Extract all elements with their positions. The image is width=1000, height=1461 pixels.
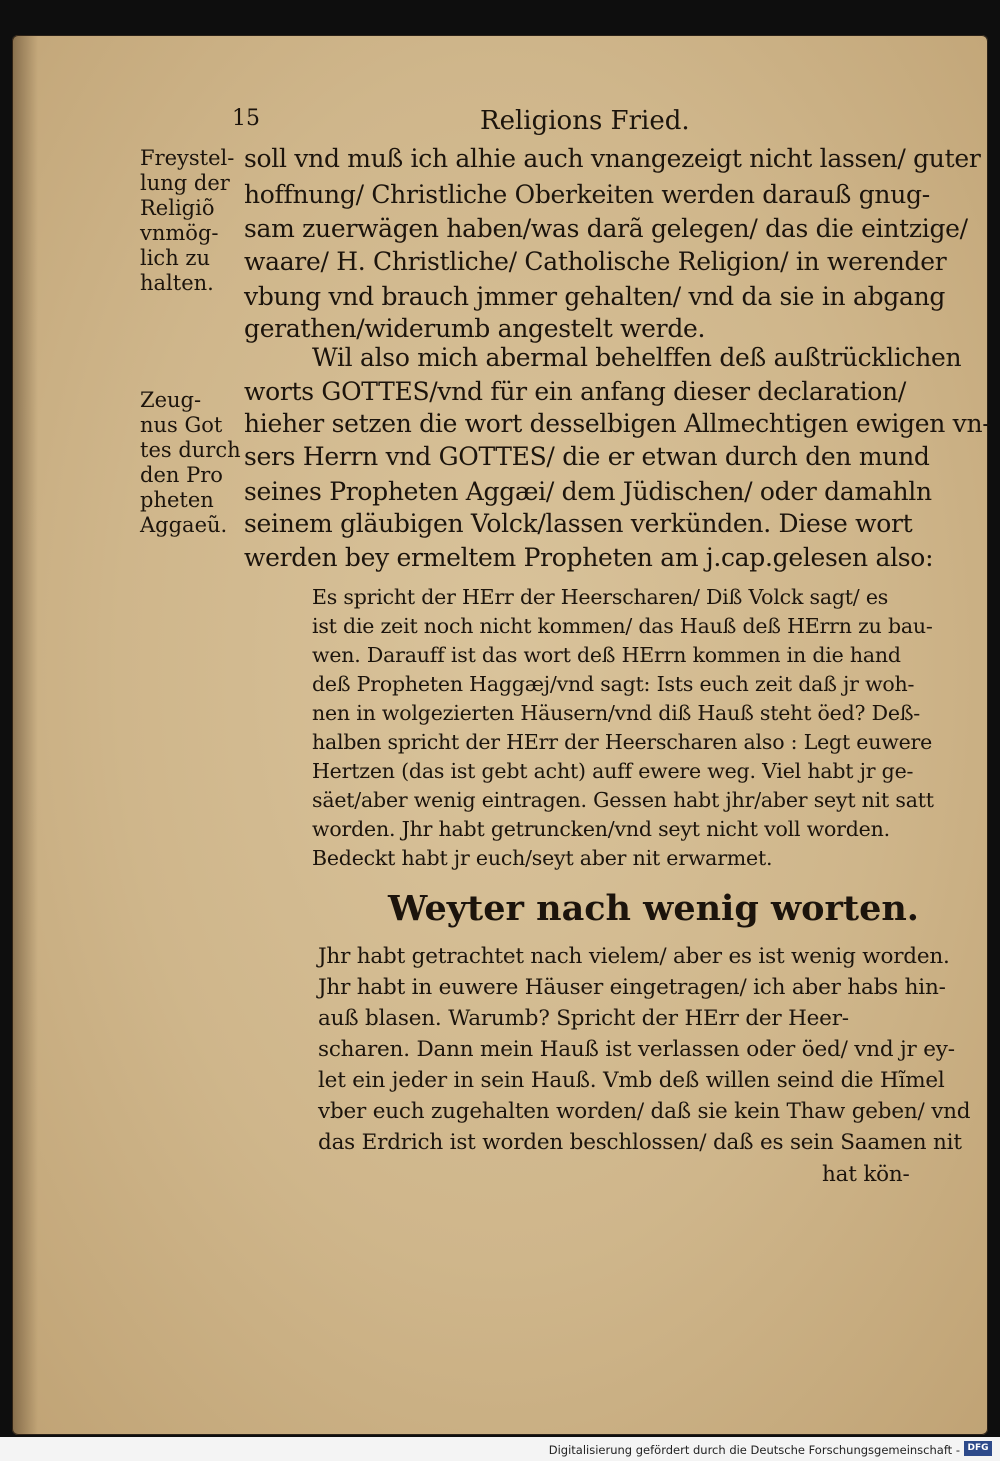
margin-line: den Pro [140, 463, 223, 487]
running-head: Religions Fried. [480, 106, 690, 136]
quote-line: Es spricht der HErr der Heerscharen/ Diß Volck sagt/ es [312, 585, 889, 609]
text-line: auß blasen. Warumb? Spricht der HErr der Heer- [318, 1006, 849, 1031]
margin-line: pheten [140, 488, 214, 512]
quote-line: wen. Darauff ist das wort deß HErrn kommen in die hand [312, 643, 901, 667]
margin-note-1 [140, 146, 244, 296]
margin-line: tes durch [140, 438, 241, 462]
quote-line: säet/aber wenig eintragen. Gessen habt jhr/aber seyt nit satt [312, 788, 934, 812]
body-line: sers Herrn vnd GOTTES/ die er etwan durch den mund [244, 442, 930, 471]
body-line: seinem gläubigen Volck/lassen verkünden. Diese wort [244, 509, 913, 538]
section-heading: Weyter nach wenig worten. [388, 888, 919, 929]
text-line: Jhr habt getrachtet nach vielem/ aber es ist wenig worden. [318, 944, 950, 969]
margin-line: lung der [140, 171, 230, 195]
margin-line: vnmög- [140, 221, 219, 245]
funding-credit: Digitalisierung gefördert durch die Deutsche Forschungsgemeinschaft - [548, 1443, 960, 1457]
body-line: werden bey ermeltem Propheten am j.cap.gelesen also: [244, 543, 934, 572]
quote-line: ist die zeit noch nicht kommen/ das Hauß deß HErrn zu bau- [312, 614, 933, 638]
body-line: seines Propheten Aggæi/ dem Jüdischen/ oder damahln [244, 477, 932, 506]
quote-line: Hertzen (das ist gebt acht) auff ewere weg. Viel habt jr ge- [312, 759, 914, 783]
text-line: scharen. Dann mein Hauß ist verlassen oder öed/ vnd jr ey- [318, 1037, 955, 1062]
margin-line: halten. [140, 271, 214, 295]
body-line: vbung vnd brauch jmmer gehalten/ vnd da sie in abgang [244, 282, 946, 311]
margin-line: Aggaeũ. [140, 513, 228, 537]
body-line: hieher setzen die wort desselbigen Allmechtigen ewigen vn- [244, 409, 991, 438]
margin-line: lich zu [140, 246, 210, 270]
quote-line: deß Propheten Haggæj/vnd sagt: Ists euch zeit daß jr woh- [312, 672, 915, 696]
body-line: hoffnung/ Christliche Oberkeiten werden darauß gnug- [244, 180, 930, 209]
body-line: Wil also mich abermal behelffen deß außtrücklichen [312, 343, 962, 372]
text-line: let ein jeder in sein Hauß. Vmb deß willen seind die Hĩmel [318, 1068, 945, 1093]
quote-line: halben spricht der HErr der Heerscharen also : Legt euwere [312, 730, 933, 754]
margin-line: Zeug- [140, 388, 202, 412]
text-line: das Erdrich ist worden beschlossen/ daß es sein Saamen nit [318, 1130, 962, 1155]
body-line: waare/ H. Christliche/ Catholische Religion/ in werender [244, 247, 947, 276]
quote-line: worden. Jhr habt getruncken/vnd seyt nicht voll worden. [312, 817, 890, 841]
body-line: soll vnd muß ich alhie auch vnangezeigt nicht lassen/ guter [244, 144, 981, 173]
body-line: sam zuerwägen haben/was darã gelegen/ das die eintzige/ [244, 214, 968, 243]
margin-line: Religiõ [140, 196, 215, 220]
page-number: 15 [232, 106, 260, 131]
footer-bar [0, 1437, 1000, 1461]
body-line: worts GOTTES/vnd für ein anfang dieser declaration/ [244, 377, 906, 406]
quote-line: nen in wolgezierten Häusern/vnd diß Hauß steht öed? Deß- [312, 701, 921, 725]
text-line: Jhr habt in euwere Häuser eingetragen/ ich aber habs hin- [318, 975, 946, 1000]
text-line: vber euch zugehalten worden/ daß sie kein Thaw geben/ vnd [318, 1099, 971, 1124]
quote-line: Bedeckt habt jr euch/seyt aber nit erwarmet. [312, 846, 773, 870]
body-line: gerathen/widerumb angestelt werde. [244, 314, 706, 343]
margin-note-2 [140, 388, 244, 538]
margin-line: nus Got [140, 413, 223, 437]
dfg-logo-icon: DFG [964, 1441, 992, 1456]
margin-line: Freystel- [140, 146, 235, 170]
catchword: hat kön- [822, 1162, 910, 1187]
